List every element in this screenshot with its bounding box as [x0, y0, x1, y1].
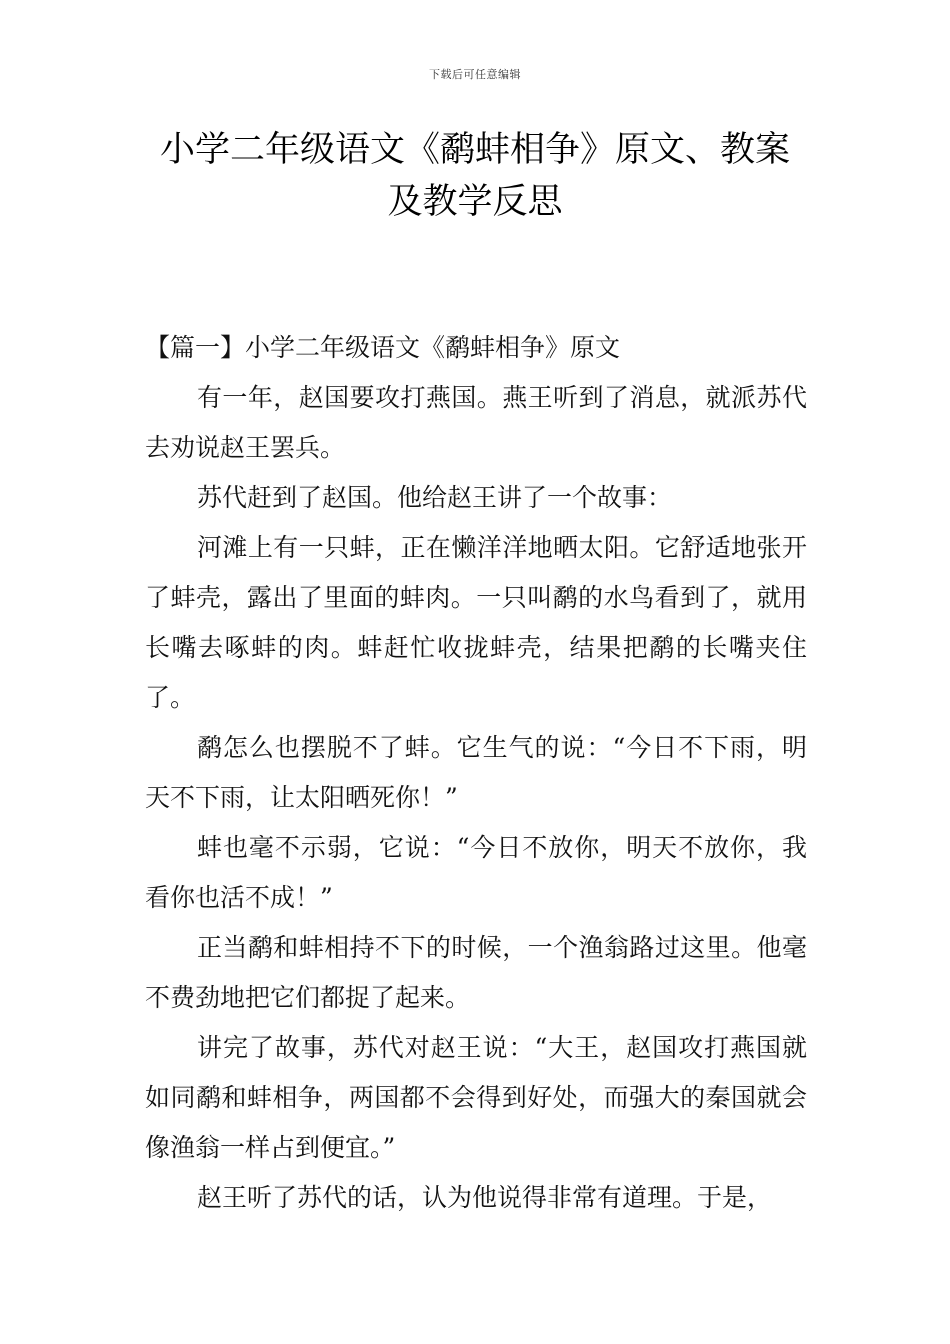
paragraph: 蚌也毫不示弱，它说：“今日不放你，明天不放你，我看你也活不成！” [145, 833, 807, 912]
paragraph: 苏代赶到了赵国。他给赵王讲了一个故事： [197, 483, 673, 512]
paragraph: 有一年，赵国要攻打燕国。燕王听到了消息，就派苏代去劝说赵王罢兵。 [145, 383, 807, 462]
paragraph: 讲完了故事，苏代对赵王说：“大王，赵国攻打燕国就如同鹬和蚌相争，两国都不会得到好处，而强大的秦国就会像渔翁一样占到便宜。” [145, 1033, 807, 1162]
paragraph: 河滩上有一只蚌，正在懒洋洋地晒太阳。它舒适地张开了蚌壳，露出了里面的蚌肉。一只叫鹬的水鸟看到了，就用长嘴去啄蚌的肉。蚌赶忙收拢蚌壳，结果把鹬的长嘴夹住了。 [145, 533, 807, 712]
section-heading: 【篇一】小学二年级语文《鹬蚌相争》原文 [145, 333, 621, 362]
title-line-2: 及教学反思 [387, 182, 563, 222]
document-title [145, 124, 805, 228]
paragraph: 正当鹬和蚌相持不下的时候，一个渔翁路过这里。他毫不费劲地把它们都捉了起来。 [145, 933, 807, 1012]
paragraph: 鹬怎么也摆脱不了蚌。它生气的说：“今日不下雨，明天不下雨，让太阳晒死你！” [145, 733, 807, 812]
title-line-1: 小学二年级语文《鹬蚌相争》原文、教案 [159, 130, 790, 170]
document-body [145, 323, 807, 1223]
paragraph: 赵王听了苏代的话，认为他说得非常有道理。于是， [197, 1183, 773, 1212]
header-note: 下载后可任意编辑 [429, 68, 521, 81]
